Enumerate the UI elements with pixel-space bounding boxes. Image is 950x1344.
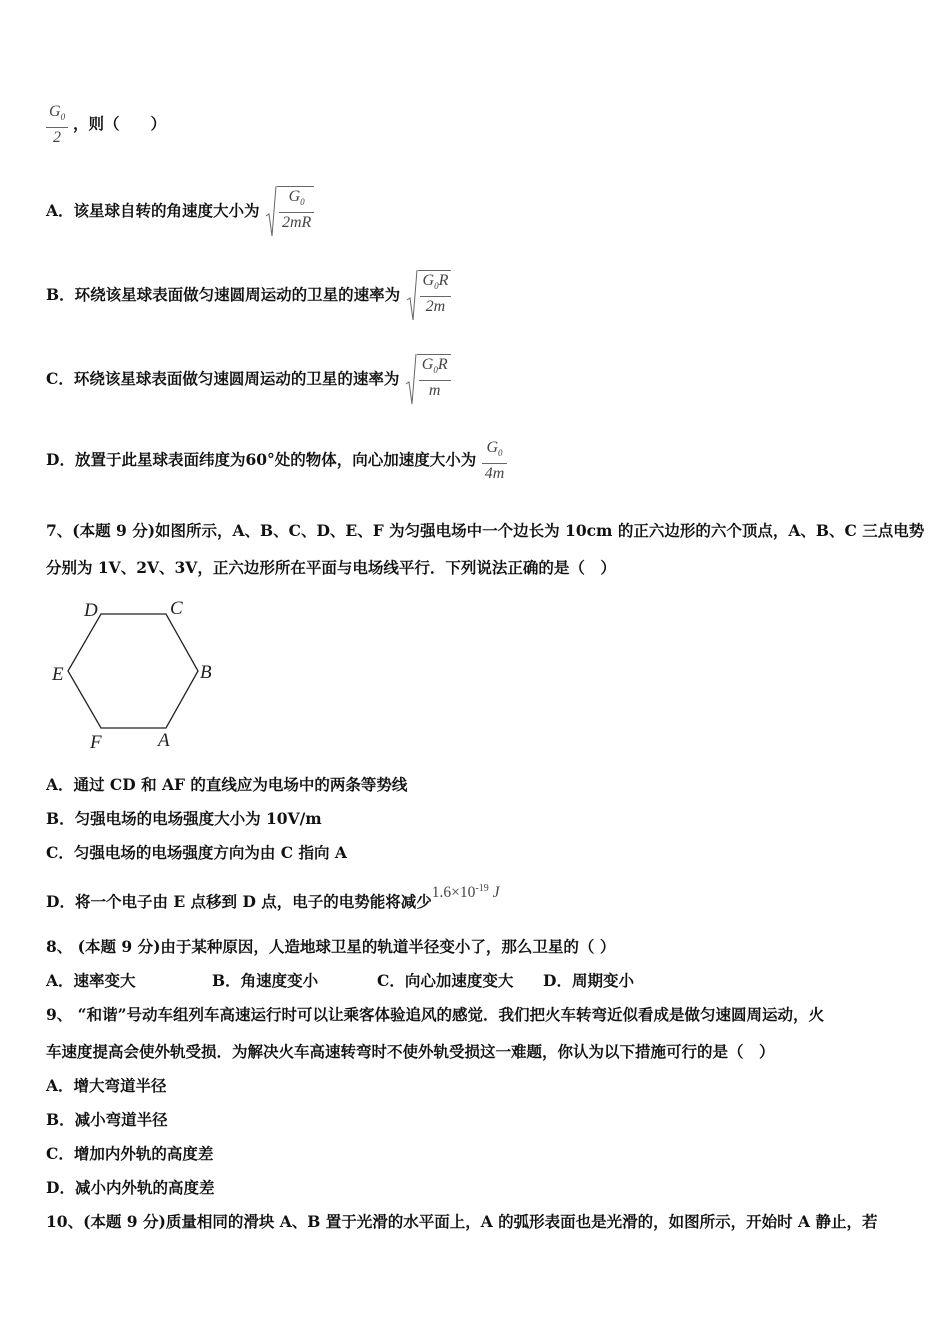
vertex-label-f: F	[90, 732, 102, 753]
q7-option-b[interactable]: B．匀强电场的电场强度大小为 10V/m	[46, 809, 322, 828]
q8-option-a[interactable]: A．速率变大	[46, 971, 136, 990]
fraction-g0-over-2: $\frac{G_0}{2}$	[46, 102, 68, 148]
q9-option-a[interactable]: A．增大弯道半径	[46, 1076, 167, 1095]
q7-option-d[interactable]: D．将一个电子由 E 点移到 D 点，电子的电势能将减少$1.6\times 10^{-19}$ J	[46, 883, 500, 912]
q6-option-b[interactable]: B．环绕该星球表面做匀速圆周运动的卫星的速率为 $\frac{G_0R}{2m}$	[46, 270, 451, 322]
hexagon-shape	[68, 614, 198, 728]
vertex-label-d: D	[84, 600, 98, 621]
q9-stem-line1: 9、 “和谐”号动车组列车高速运行时可以让乘客体验追风的感觉．我们把火车转弯近似看成是做匀速圆周运动，火	[46, 1005, 825, 1024]
fraction-expression: $\frac{G_0}{4m}$	[482, 438, 508, 484]
q8-stem: 8、 (本题 9 分)由于某种原因，人造地球卫星的轨道半径变小了，那么卫星的（ ）	[46, 937, 616, 956]
q6-option-a[interactable]: A．该星球自转的角速度大小为 $\frac{G_0}{2mR}$	[46, 186, 314, 238]
q9-option-b[interactable]: B．减小弯道半径	[46, 1110, 168, 1129]
q10-stem-line1: 10、(本题 9 分)质量相同的滑块 A、B 置于光滑的水平面上，A 的弧形表面也是光滑的，如图所示，开始时 A 静止，若	[46, 1212, 878, 1231]
q9-option-c[interactable]: C．增加内外轨的高度差	[46, 1144, 214, 1163]
vertex-label-b: B	[200, 662, 212, 683]
sqrt-expression: $\frac{G_0}{2mR}$	[265, 186, 314, 238]
hexagon-figure	[46, 596, 226, 756]
q7-option-c[interactable]: C．匀强电场的电场强度方向为由 C 指向 A	[46, 843, 347, 862]
vertex-label-a: A	[158, 730, 170, 751]
q9-stem-line2: 车速度提高会使外轨受损．为解决火车高速转弯时不使外轨受损这一难题，你认为以下措施可行的是（ ）	[46, 1042, 775, 1061]
q6-option-d[interactable]: D．放置于此星球表面纬度为60°处的物体，向心加速度大小为 $\frac{G_0}{4m}$	[46, 438, 507, 484]
q6-option-c[interactable]: C．环绕该星球表面做匀速圆周运动的卫星的速率为 $\frac{G_0R}{m}$	[46, 354, 451, 406]
vertex-label-c: C	[170, 598, 183, 619]
q8-option-b[interactable]: B．角速度变小	[212, 971, 319, 990]
q7-stem-line1: 7、(本题 9 分)如图所示，A、B、C、D、E、F 为匀强电场中一个边长为 10cm 的正六边形的六个顶点，A、B、C 三点电势	[46, 521, 925, 540]
q7-option-a[interactable]: A．通过 CD 和 AF 的直线应为电场中的两条等势线	[46, 775, 408, 794]
q8-option-d[interactable]: D．周期变小	[543, 971, 634, 990]
q7-stem-line2: 分别为 1V、2V、3V，正六边形所在平面与电场线平行．下列说法正确的是（ ）	[46, 558, 616, 577]
q9-option-d[interactable]: D．减小内外轨的高度差	[46, 1178, 215, 1197]
q8-option-c[interactable]: C．向心加速度变大	[377, 971, 514, 990]
sqrt-expression: $\frac{G_0R}{m}$	[405, 354, 451, 406]
sqrt-expression: $\frac{G_0R}{2m}$	[406, 270, 452, 322]
math-expression: $1.6\times 10^{-19}$ J	[431, 883, 500, 902]
vertex-label-e: E	[52, 664, 64, 685]
prev-question-tail: $\frac{G_0}{2}$ ，则（ ）	[46, 102, 166, 148]
